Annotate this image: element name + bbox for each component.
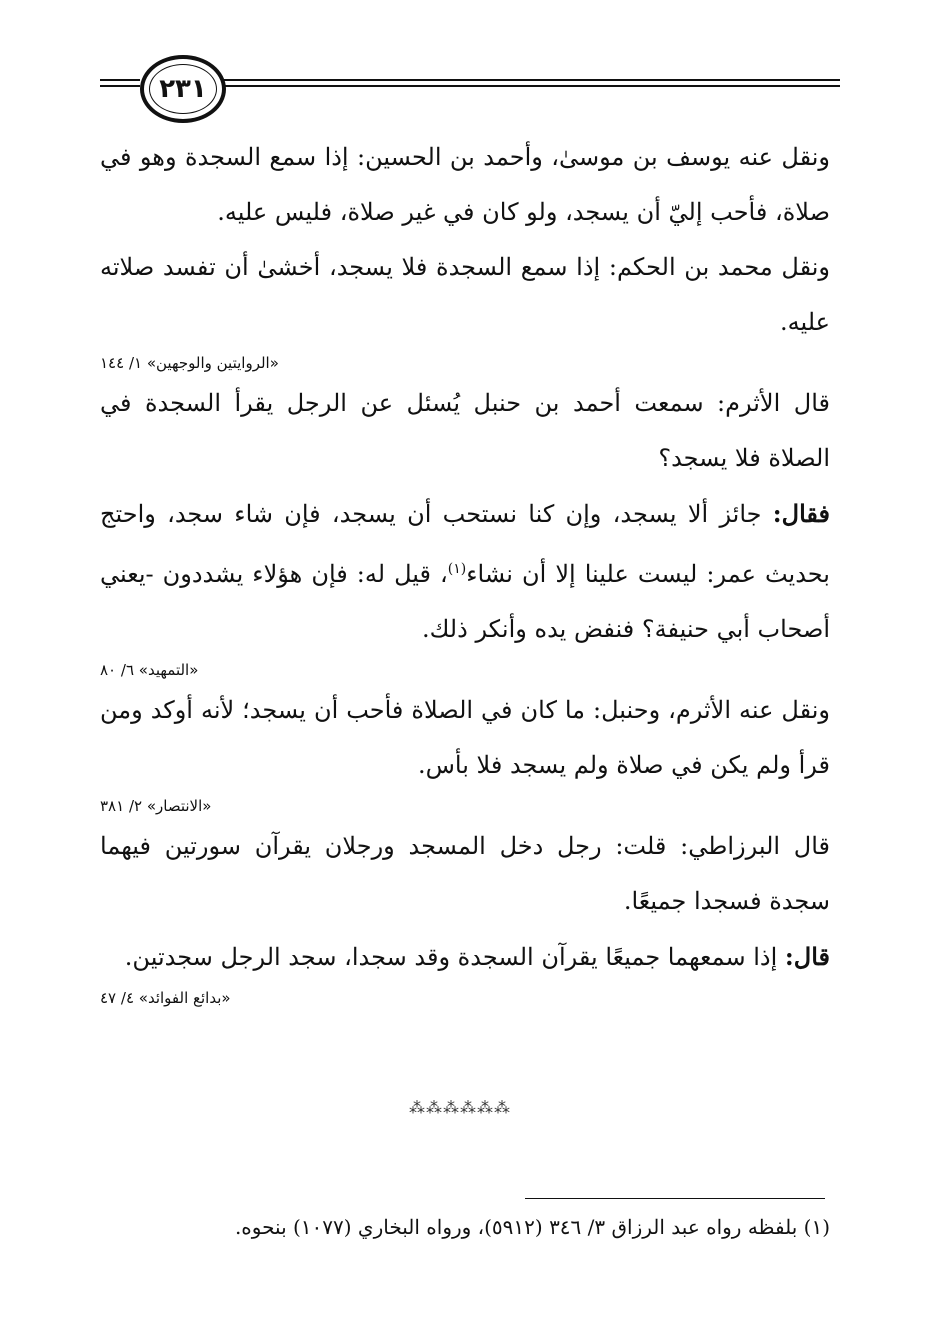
paragraph-lead: قال: bbox=[784, 942, 830, 971]
footnote-text: بلفظه رواه عبد الرزاق ٣/ ٣٤٦ (٥٩١٢)، ورواه البخاري (١٠٧٧) بنحوه. bbox=[234, 1215, 798, 1239]
page-number-badge-ring bbox=[149, 64, 217, 114]
page-body bbox=[100, 130, 830, 1011]
paragraph: ونقل عنه الأثرم، وحنبل: ما كان في الصلاة فأحب أن يسجد؛ لأنه أوكد ومن قرأ ولم يكن في صلاة ولم يسجد فلا بأس. bbox=[100, 696, 830, 779]
section-ornament: ⁂⁂⁂⁂⁂⁂ bbox=[409, 1098, 511, 1117]
footnote-marker[interactable]: (١) bbox=[447, 561, 467, 577]
footnote bbox=[110, 1215, 830, 1239]
page-header bbox=[100, 50, 840, 120]
header-rule-left-bottom bbox=[100, 85, 140, 87]
paragraph-lead: فقال: bbox=[772, 499, 830, 528]
paragraph bbox=[100, 929, 830, 985]
header-rule-bottom bbox=[220, 85, 840, 87]
paragraph: ونقل محمد بن الحكم: إذا سمع السجدة فلا يسجد، أخشىٰ أن تفسد صلاته عليه. bbox=[100, 253, 830, 336]
source-citation: «بدائع الفوائد» ٤/ ٤٧ bbox=[100, 989, 231, 1007]
header-rule-left-top bbox=[100, 79, 140, 81]
paragraph-text: إذا سمعهما جميعًا يقرآن السجدة وقد سجدا، سجد الرجل سجدتين. bbox=[124, 943, 785, 971]
footnote-number: (١) bbox=[803, 1215, 830, 1239]
paragraph-tail: ، قيل له: فإن هؤلاء يشددون -يعني أصحاب أبي حنيفة؟ فنفض يده وأنكر ذلك. bbox=[100, 560, 830, 643]
footnote-divider bbox=[525, 1198, 825, 1199]
page-number-badge bbox=[140, 55, 226, 123]
paragraph: قال الأثرم: سمعت أحمد بن حنبل يُسئل عن الرجل يقرأ السجدة في الصلاة فلا يسجد؟ bbox=[100, 389, 830, 472]
paragraph-text: جائز ألا يسجد، وإن كنا نستحب أن يسجد، فإن شاء سجد، واحتج بحديث عمر: ليست علينا إلا أن نشاء bbox=[100, 500, 830, 588]
paragraph: ونقل عنه يوسف بن موسىٰ، وأحمد بن الحسين: إذا سمع السجدة وهو في صلاة، فأحب إليّ أن يسجد، ولو كان في غير صلاة، فليس عليه. bbox=[100, 143, 830, 226]
page-number: ٢٣١ bbox=[159, 74, 207, 104]
source-citation: «الروايتين والوجهين» ١/ ١٤٤ bbox=[100, 354, 279, 372]
paragraph: قال البرزاطي: قلت: رجل دخل المسجد ورجلان يقرآن سورتين فيهما سجدة فسجدا جميعًا. bbox=[100, 832, 831, 915]
source-citation: «التمهيد» ٦/ ٨٠ bbox=[100, 661, 199, 679]
source-citation: «الانتصار» ٢/ ٣٨١ bbox=[100, 797, 212, 815]
header-rule-top bbox=[220, 79, 840, 81]
paragraph bbox=[100, 486, 830, 657]
